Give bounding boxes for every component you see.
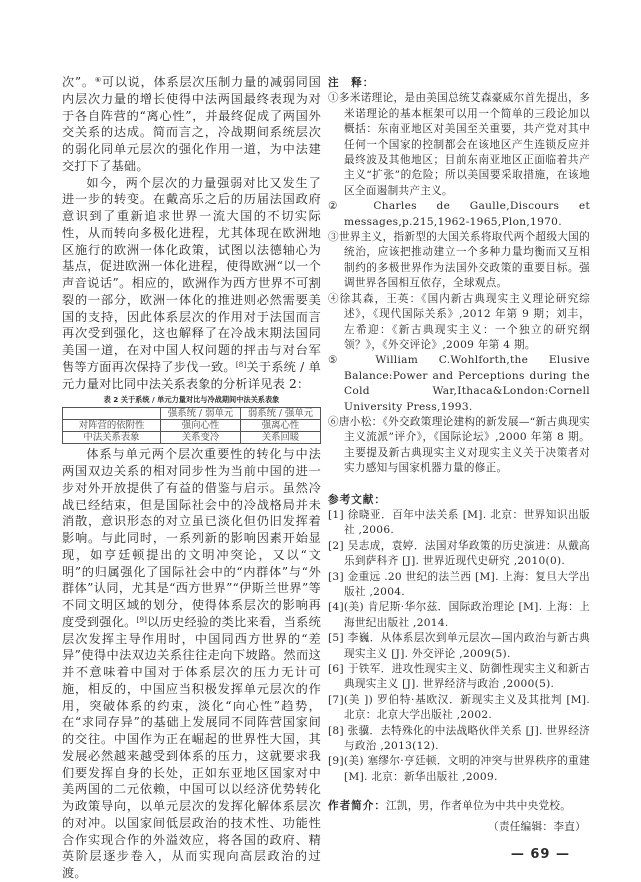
- main-text-column: [62, 74, 321, 882]
- comparison-table: [62, 407, 321, 444]
- note-item: ④徐其森，王英：《国内新古典现实主义理论研究综述》，《现代国际关系》,2012 年第 9 期；刘丰，左希迎：《新古典现实主义：一个独立的研究纲领？》，《外交评论》,2009 年第 4 期。: [328, 292, 590, 351]
- author-label: 作者简介：: [328, 800, 386, 813]
- table-cell: 强离心性: [241, 420, 321, 432]
- text: 以历史经验的类比来看，当系统层次发挥主导作用时，中国同西方世界的“差异”使得中法双边关系往往走向下坡路。然而这并不意味着中国对于体系层次的压力无计可施，相反的，中国应当积极发挥单元层次的作用，突破体系的约束，淡化“向心性”趋势，在“求同存异”的基础上发展同不同阵营国家间的交往。中国作为正在崛起的世界性大国，其发展必然越来越受到体系的压力，这就要求我们要发挥自身的长处，正如东亚地区国家对中美两国的二元依赖，中国可以以经济优势转化为政策导向，以单元层次的发挥化解体系层次的对冲。以国家间低层政治的技术性、功能性合作实现合作的外溢效应，将各国的政府、精英阶层逐步卷入，从而实现向高层政治的过渡。: [62, 614, 321, 880]
- reference-item: [5] 李巍．从体系层次到单元层次—国内政治与新古典现实主义 [J]. 外交评论 ,2009(5).: [328, 632, 590, 660]
- note-item: ⑤ William C.Wohlforth,the Elusive Balance:Power and Perceptions during the Cold War,Ithaca&London:Cornell University Press,1993.: [328, 354, 590, 413]
- table-cell: 强向心性: [161, 420, 241, 432]
- table-caption: 表 2 关于系统 / 单元力量对比与冷战期间中法关系表象: [103, 395, 280, 405]
- text: 次”。: [62, 75, 95, 89]
- notes-heading: 注 释：: [328, 77, 375, 89]
- note-item: ⑥唐小松：《外交政策理论建构的新发展—“新古典现实主义流派”评介》，《国际论坛》,2000 年第 8 期。主要提及新古典现实主义对现实主义关于决策者对实力感知与国家机器力量的修正。: [328, 415, 590, 475]
- reference-item: [6] 于铁军．进攻性现实主义、防御性现实主义和新古典现实主义 [J]. 世界经济与政治 ,2000(5).: [328, 663, 590, 691]
- text: 关于系统 / 单元力量对比同中法关系表象的分析详见表 2：: [62, 359, 321, 391]
- table-header: 强系统 / 弱单元: [161, 408, 241, 420]
- text: 如今，两个层次的力量强弱对比又发生了进一步的转变。在戴高乐之后的历届法国政府意识到了重新追求世界一流大国的不切实际性，从而转向多极化进程，尤其体现在欧洲地区施行的欧洲一体化政策，试图以法德轴心为基点，促进欧洲一体化进程，使得欧洲“以一个声音说话”。相应的，欧洲作为西方世界不可割裂的一部分，欧洲一体化的推进则必然需要美国的支持，因此体系层次的作用对于法国而言再次受到强化，这也解释了在冷战末期法国同美国一道，在对中国人权问题的抨击与对台军售等方面再次保持了步伐一致。: [62, 175, 321, 374]
- reference-item: [3] 金重远 .20 世纪的法兰西 [M]. 上海：复旦大学出版社 ,2004.: [328, 570, 590, 598]
- reference-item: [2] 吴志成，袁婷．法国对华政策的历史演进：从戴高乐到萨科齐 [J]. 世界近现代史研究 ,2010(0).: [328, 539, 590, 568]
- table-cell: 对阵营的依附性: [63, 420, 161, 432]
- table-row: [63, 432, 321, 444]
- paragraph: [62, 74, 321, 175]
- references-heading: 参考文献：: [328, 493, 386, 506]
- reference-item: [4](美) 肯尼斯·华尔兹．国际政治理论 [M]. 上海：上海世纪出版社 ,2014.: [328, 601, 590, 629]
- citation-marker: [8]: [235, 360, 247, 369]
- table-header-row: [63, 408, 321, 420]
- table-cell: 关系变冷: [161, 432, 241, 444]
- notes-column: [328, 76, 590, 863]
- text: 体系与单元两个层次重要性的转化与中法两国双边关系的相对同步性为当前中国的进一步对外开放提供了有益的借鉴与启示。虽然冷战已经结束，但是国际社会中的冷战格局并未消散，意识形态的对立虽已淡化但仍旧发挥着影响。与此同时，一系列新的影响因素开始显现，如亨廷顿提出的文明冲突论，又以“文明”的归属强化了国际社会中的“内群体”与“外群体”认同，尤其是“西方世界”“伊斯兰世界”等不同文明区域的划分，使得体系层次的影响再度受到强化。: [62, 447, 321, 629]
- table-header: 弱系统 / 强单元: [241, 408, 321, 420]
- table-cell: 关系回暖: [241, 432, 321, 444]
- table-row: [63, 420, 321, 432]
- table-cell: 中法关系表象: [63, 432, 161, 444]
- reference-item: [7](美 ]) 罗伯特·基欧汉．新现实主义及其批判 [M]. 北京：北京大学出版社 ,2002.: [328, 693, 590, 722]
- table-header: [63, 408, 161, 420]
- citation-marker: [9]: [136, 615, 148, 624]
- paragraph: [62, 446, 321, 882]
- text: 可以说，体系层次压制力量的减弱同国内层次力量的增长使得中法两国最终表现为对于各自阵营的“离心性”，并最终促成了两国外交关系的达成。简而言之，冷战期间系统层次的弱化同单元层次的强化作用一道，为中法建交打下了基础。: [62, 75, 321, 173]
- paragraph: [62, 175, 321, 393]
- reference-item: [1] 徐晓亚．百年中法关系 [M]. 北京：世界知识出版社 ,2006.: [328, 508, 590, 537]
- author-text: 江凯，男，作者单位为中共中央党校。: [385, 800, 572, 813]
- footnote-marker: ⑥: [94, 76, 102, 84]
- reference-item: [8] 张骥．去特殊化的中法战略伙伴关系 [J]. 世界经济与政治 ,2013(12).: [328, 724, 590, 753]
- reference-item: [9](美) 塞缪尔·亨廷顿．文明的冲突与世界秩序的重建 [M]. 北京：新华出版社 ,2009.: [328, 755, 590, 783]
- page-number: — 69 —: [510, 847, 570, 863]
- author-bio: [328, 799, 590, 814]
- note-item: ①多米诺理论，是由美国总统艾森豪威尔首先提出，多米诺理论的基本框架可以用一个简单的三段论加以概括：东南亚地区对美国至关重要，共产党对其中任何一个国家的控制都会在该地区产生连锁反应并最终波及其他地区；目前东南亚地区正面临着共产主义“扩张”的危险；所以美国要采取措施，在该地区全面遏制共产主义。: [328, 92, 590, 197]
- responsible-editor: （责任编辑：李直）: [487, 820, 586, 833]
- note-item: ③世界主义，指新型的大国关系将取代两个超级大国的统治，应该把推动建立一个多种力量均衡而又互相制约的多极世界作为法国外交政策的重要目标。强调世界各国相互依存，全球观点。: [328, 231, 590, 290]
- note-item: ② Charles de Gaulle,Discours et messages,p.215,1962-1965,Plon,1970.: [328, 200, 590, 228]
